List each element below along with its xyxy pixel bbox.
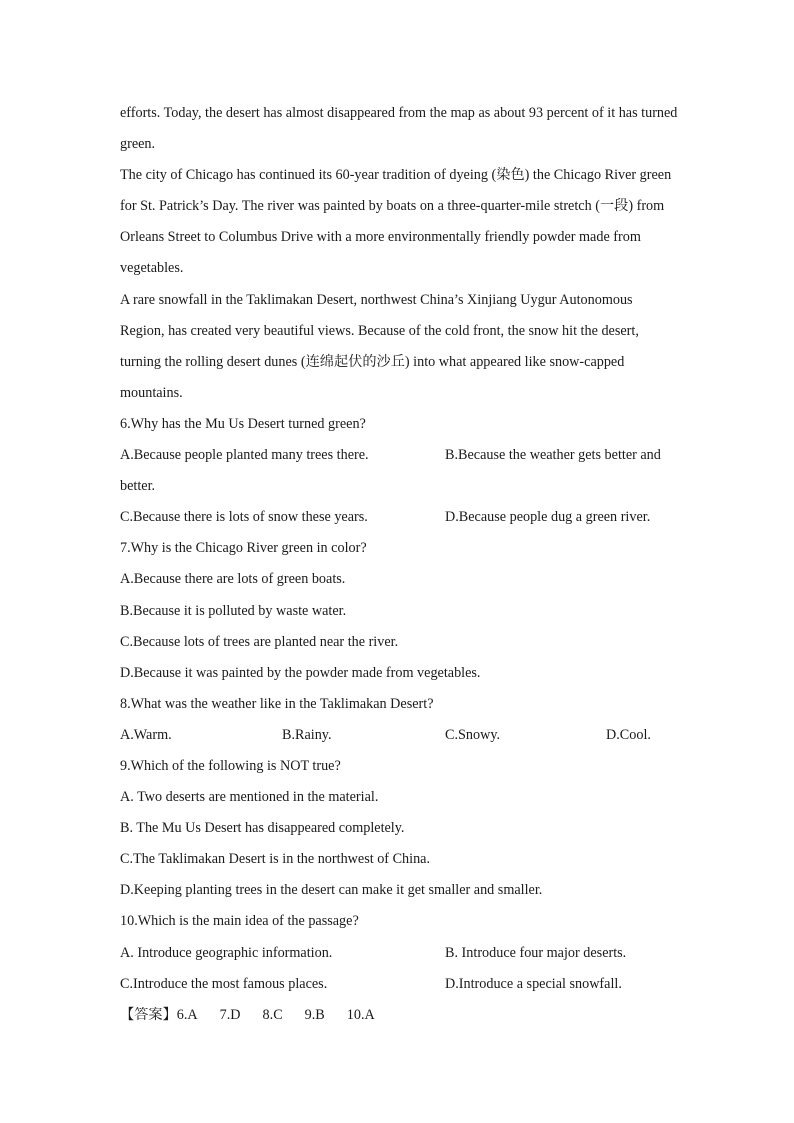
- option-row: [120, 972, 680, 1003]
- passage-line: vegetables.: [120, 260, 184, 277]
- question-stem: 9.Which of the following is NOT true?: [120, 757, 341, 774]
- passage-line: turning the rolling desert dunes (连绵起伏的沙丘) into what appeared like snow-capped: [120, 353, 625, 370]
- passage-line: Orleans Street to Columbus Drive with a more environmentally friendly powder made from: [120, 229, 641, 246]
- option-row: [120, 443, 680, 474]
- question-8: [120, 692, 680, 754]
- option-b: B. Introduce four major deserts.: [445, 944, 627, 961]
- question-10: [120, 909, 680, 1002]
- question-7: [120, 536, 680, 691]
- question-6: [120, 412, 680, 536]
- option-a: A. Introduce geographic information.: [120, 944, 333, 961]
- option-row: [120, 723, 680, 754]
- option-c: C.The Taklimakan Desert is in the northwest of China.: [120, 851, 431, 868]
- question-stem: 10.Which is the main idea of the passage?: [120, 913, 359, 930]
- passage-line: A rare snowfall in the Taklimakan Desert, northwest China’s Xinjiang Uygur Autonomous: [120, 291, 633, 308]
- option-a: A.Because there are lots of green boats.: [120, 571, 346, 588]
- option-b: B.Because it is polluted by waste water.: [120, 602, 347, 619]
- answer-key: [120, 1003, 680, 1034]
- option-b-continuation: better.: [120, 478, 156, 495]
- option-c: C.Snowy.: [445, 726, 501, 743]
- answer-item: 8.C: [262, 1006, 283, 1023]
- option-c: C.Because lots of trees are planted near the river.: [120, 633, 399, 650]
- option-a: A.Warm.: [120, 726, 172, 743]
- option-d: D.Cool.: [606, 726, 651, 743]
- option-a: A. Two deserts are mentioned in the material.: [120, 789, 379, 806]
- question-stem: 6.Why has the Mu Us Desert turned green?: [120, 415, 366, 432]
- option-b: B. The Mu Us Desert has disappeared completely.: [120, 820, 405, 837]
- option-b: B.Because the weather gets better and: [445, 447, 661, 464]
- option-d: D.Keeping planting trees in the desert can make it get smaller and smaller.: [120, 882, 543, 899]
- answer-item: 6.A: [176, 1006, 198, 1023]
- option-a: A.Because people planted many trees there.: [120, 447, 369, 464]
- option-d: D.Introduce a special snowfall.: [445, 975, 622, 992]
- question-stem: 7.Why is the Chicago River green in color?: [120, 540, 367, 557]
- document-content: [120, 101, 680, 1034]
- option-b: B.Rainy.: [282, 726, 332, 743]
- option-d: D.Because it was painted by the powder made from vegetables.: [120, 664, 481, 681]
- passage-line: The city of Chicago has continued its 60-year tradition of dyeing (染色) the Chicago River green: [120, 167, 672, 184]
- passage-line: for St. Patrick’s Day. The river was painted by boats on a three-quarter-mile stretch (一段) from: [120, 198, 665, 215]
- option-row: [120, 941, 680, 972]
- answer-item: 9.B: [304, 1006, 325, 1023]
- answer-item: 10.A: [346, 1006, 375, 1023]
- answer-item: 7.D: [219, 1006, 241, 1023]
- question-stem: 8.What was the weather like in the Taklimakan Desert?: [120, 695, 434, 712]
- option-row: [120, 505, 680, 536]
- passage-line: Region, has created very beautiful views. Because of the cold front, the snow hit the desert,: [120, 322, 639, 339]
- answer-label: 【答案】: [120, 1006, 177, 1023]
- passage-line: green.: [120, 136, 156, 153]
- option-c: C.Introduce the most famous places.: [120, 975, 328, 992]
- passage-line: mountains.: [120, 384, 183, 401]
- option-c: C.Because there is lots of snow these years.: [120, 509, 368, 526]
- passage-line: efforts. Today, the desert has almost disappeared from the map as about 93 percent of it has turned: [120, 105, 678, 121]
- passage: [120, 101, 680, 412]
- option-d: D.Because people dug a green river.: [445, 509, 651, 526]
- question-9: [120, 754, 680, 909]
